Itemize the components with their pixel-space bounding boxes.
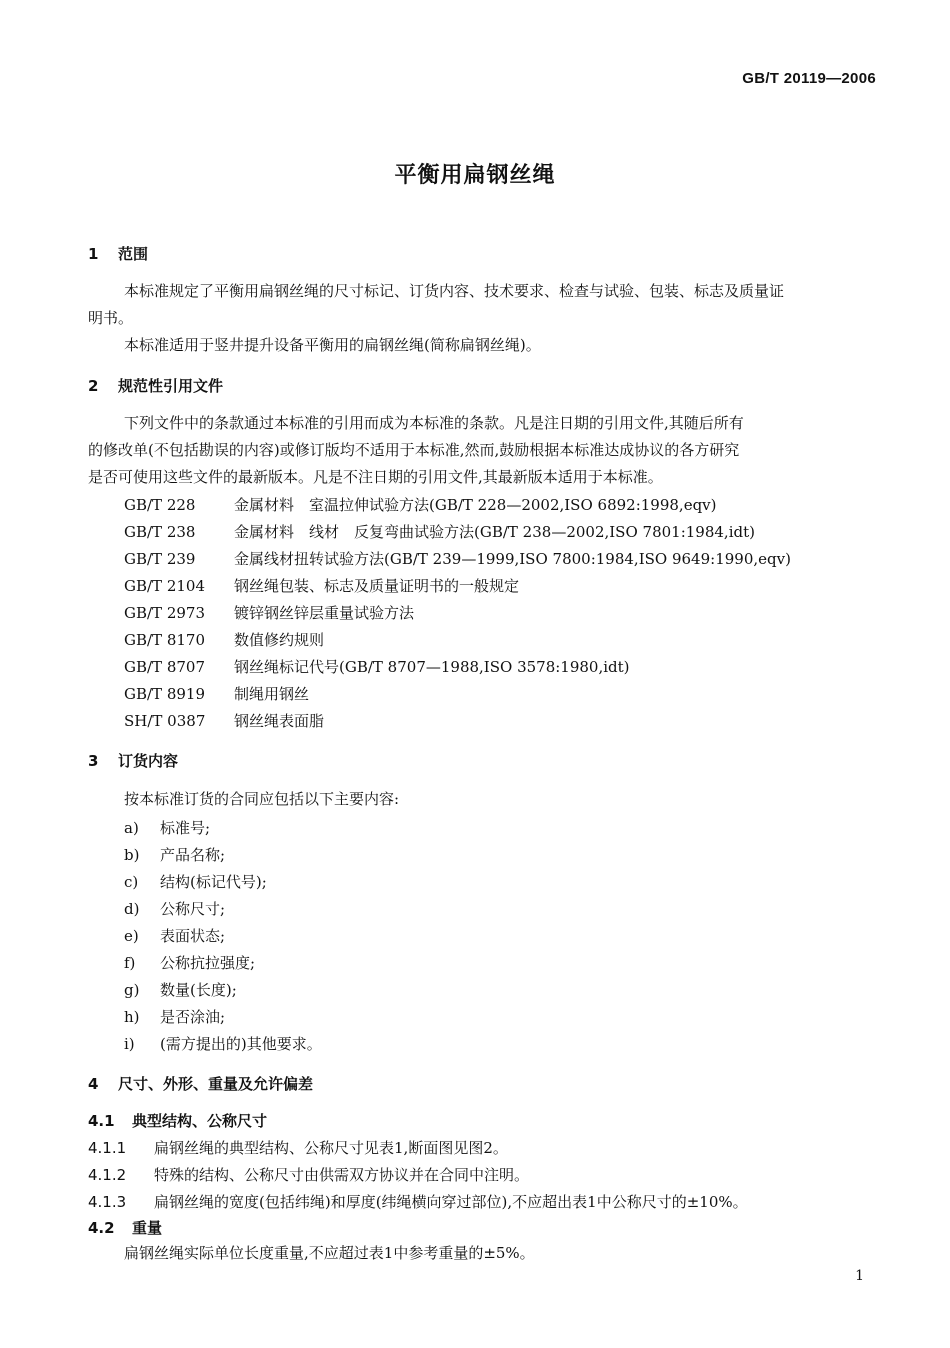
clause-number: 4.1.1 bbox=[88, 1139, 127, 1157]
section-title: 尺寸、外形、重量及允许偏差 bbox=[118, 1075, 314, 1093]
reference-code: GB/T 8707 bbox=[124, 658, 206, 676]
paragraph: 是否可使用这些文件的最新版本。凡是不注日期的引用文件,其最新版本适用于本标准。 bbox=[88, 468, 663, 486]
standard-code: GB/T 20119—2006 bbox=[742, 70, 876, 87]
paragraph: 下列文件中的条款通过本标准的引用而成为本标准的条款。凡是注日期的引用文件,其随后所有 bbox=[124, 414, 744, 432]
list-item-text: 公称抗拉强度; bbox=[160, 954, 256, 972]
reference-code: GB/T 228 bbox=[124, 496, 196, 514]
list-item bbox=[124, 1033, 322, 1054]
section-2-heading bbox=[88, 375, 223, 396]
section-number: 2 bbox=[88, 377, 99, 395]
reference-title: 金属线材扭转试验方法(GB/T 239—1999,ISO 7800:1984,ISO 9649:1990,eqv) bbox=[234, 550, 791, 568]
list-marker: b) bbox=[124, 846, 140, 864]
paragraph: 按本标准订货的合同应包括以下主要内容: bbox=[124, 790, 400, 808]
subsection-title: 重量 bbox=[132, 1219, 163, 1237]
list-marker: c) bbox=[124, 873, 139, 891]
page-number: 1 bbox=[855, 1268, 864, 1284]
section-3-heading bbox=[88, 750, 178, 771]
reference-title: 金属材料 室温拉伸试验方法(GB/T 228—2002,ISO 6892:1998,eqv) bbox=[234, 496, 717, 514]
reference-title: 金属材料 线材 反复弯曲试验方法(GB/T 238—2002,ISO 7801:1984,idt) bbox=[234, 523, 755, 541]
reference-title: 钢丝绳表面脂 bbox=[234, 712, 325, 730]
list-item-text: 表面状态; bbox=[160, 927, 226, 945]
list-item-text: (需方提出的)其他要求。 bbox=[160, 1035, 322, 1053]
list-item bbox=[124, 1006, 225, 1027]
document-title: 平衡用扁钢丝绳 bbox=[394, 163, 556, 188]
paragraph: 扁钢丝绳实际单位长度重量,不应超过表1中参考重量的±5%。 bbox=[124, 1244, 535, 1262]
list-marker: a) bbox=[124, 819, 139, 837]
subsection-title: 典型结构、公称尺寸 bbox=[132, 1112, 268, 1130]
list-item bbox=[124, 979, 237, 1000]
paragraph: 本标准规定了平衡用扁钢丝绳的尺寸标记、订货内容、技术要求、检查与试验、包装、标志及质量证 bbox=[124, 282, 785, 300]
reference-item bbox=[124, 494, 717, 515]
section-number: 4 bbox=[88, 1075, 99, 1093]
clause-text: 扁钢丝绳的宽度(包括纬绳)和厚度(纬绳横向穿过部位),不应超出表1中公称尺寸的±10%。 bbox=[154, 1193, 748, 1211]
reference-title: 制绳用钢丝 bbox=[234, 685, 310, 703]
list-marker: d) bbox=[124, 900, 140, 918]
list-item-text: 公称尺寸; bbox=[160, 900, 226, 918]
reference-code: GB/T 2973 bbox=[124, 604, 206, 622]
reference-title: 钢丝绳标记代号(GB/T 8707—1988,ISO 3578:1980,idt) bbox=[234, 658, 630, 676]
reference-item bbox=[124, 656, 630, 677]
list-item-text: 产品名称; bbox=[160, 846, 226, 864]
subsection-number: 4.2 bbox=[88, 1219, 115, 1237]
subsection-number: 4.1 bbox=[88, 1112, 115, 1130]
list-marker: i) bbox=[124, 1035, 135, 1053]
clause-4-1-2 bbox=[88, 1164, 529, 1185]
list-item bbox=[124, 817, 210, 838]
list-item bbox=[124, 952, 255, 973]
list-marker: f) bbox=[124, 954, 136, 972]
clause-text: 扁钢丝绳的典型结构、公称尺寸见表1,断面图见图2。 bbox=[154, 1139, 508, 1157]
section-title: 范围 bbox=[118, 245, 149, 263]
reference-item bbox=[124, 602, 414, 623]
list-item bbox=[124, 925, 225, 946]
reference-item bbox=[124, 575, 519, 596]
clause-4-1-3 bbox=[88, 1191, 748, 1212]
reference-title: 钢丝绳包装、标志及质量证明书的一般规定 bbox=[234, 577, 520, 595]
list-marker: h) bbox=[124, 1008, 140, 1026]
list-marker: e) bbox=[124, 927, 139, 945]
section-title: 订货内容 bbox=[118, 752, 179, 770]
reference-item bbox=[124, 521, 755, 542]
paragraph: 的修改单(不包括勘误的内容)或修订版均不适用于本标准,然而,鼓励根据本标准达成协议的各方研究 bbox=[88, 441, 740, 459]
clause-4-1-1 bbox=[88, 1137, 508, 1158]
paragraph: 明书。 bbox=[88, 309, 134, 327]
list-item bbox=[124, 844, 225, 865]
subsection-4-1-heading bbox=[88, 1110, 267, 1131]
clause-number: 4.1.2 bbox=[88, 1166, 127, 1184]
clause-number: 4.1.3 bbox=[88, 1193, 127, 1211]
section-1-heading bbox=[88, 243, 148, 264]
list-item-text: 标准号; bbox=[160, 819, 211, 837]
list-item-text: 数量(长度); bbox=[160, 981, 237, 999]
list-item bbox=[124, 871, 267, 892]
section-4-heading bbox=[88, 1073, 313, 1094]
section-title: 规范性引用文件 bbox=[118, 377, 224, 395]
reference-item bbox=[124, 683, 309, 704]
subsection-4-2-heading bbox=[88, 1217, 162, 1238]
reference-title: 镀锌钢丝锌层重量试验方法 bbox=[234, 604, 415, 622]
reference-code: GB/T 8919 bbox=[124, 685, 206, 703]
reference-code: GB/T 239 bbox=[124, 550, 196, 568]
reference-code: GB/T 2104 bbox=[124, 577, 206, 595]
reference-title: 数值修约规则 bbox=[234, 631, 325, 649]
reference-code: GB/T 238 bbox=[124, 523, 196, 541]
clause-text: 特殊的结构、公称尺寸由供需双方协议并在合同中注明。 bbox=[154, 1166, 530, 1184]
list-item-text: 结构(标记代号); bbox=[160, 873, 267, 891]
reference-code: GB/T 8170 bbox=[124, 631, 206, 649]
list-item-text: 是否涂油; bbox=[160, 1008, 226, 1026]
paragraph: 本标准适用于竖井提升设备平衡用的扁钢丝绳(简称扁钢丝绳)。 bbox=[124, 336, 541, 354]
reference-item bbox=[124, 710, 324, 731]
section-number: 3 bbox=[88, 752, 99, 770]
reference-code: SH/T 0387 bbox=[124, 712, 206, 730]
section-number: 1 bbox=[88, 245, 99, 263]
list-item bbox=[124, 898, 225, 919]
reference-item bbox=[124, 548, 791, 569]
list-marker: g) bbox=[124, 981, 140, 999]
reference-item bbox=[124, 629, 324, 650]
